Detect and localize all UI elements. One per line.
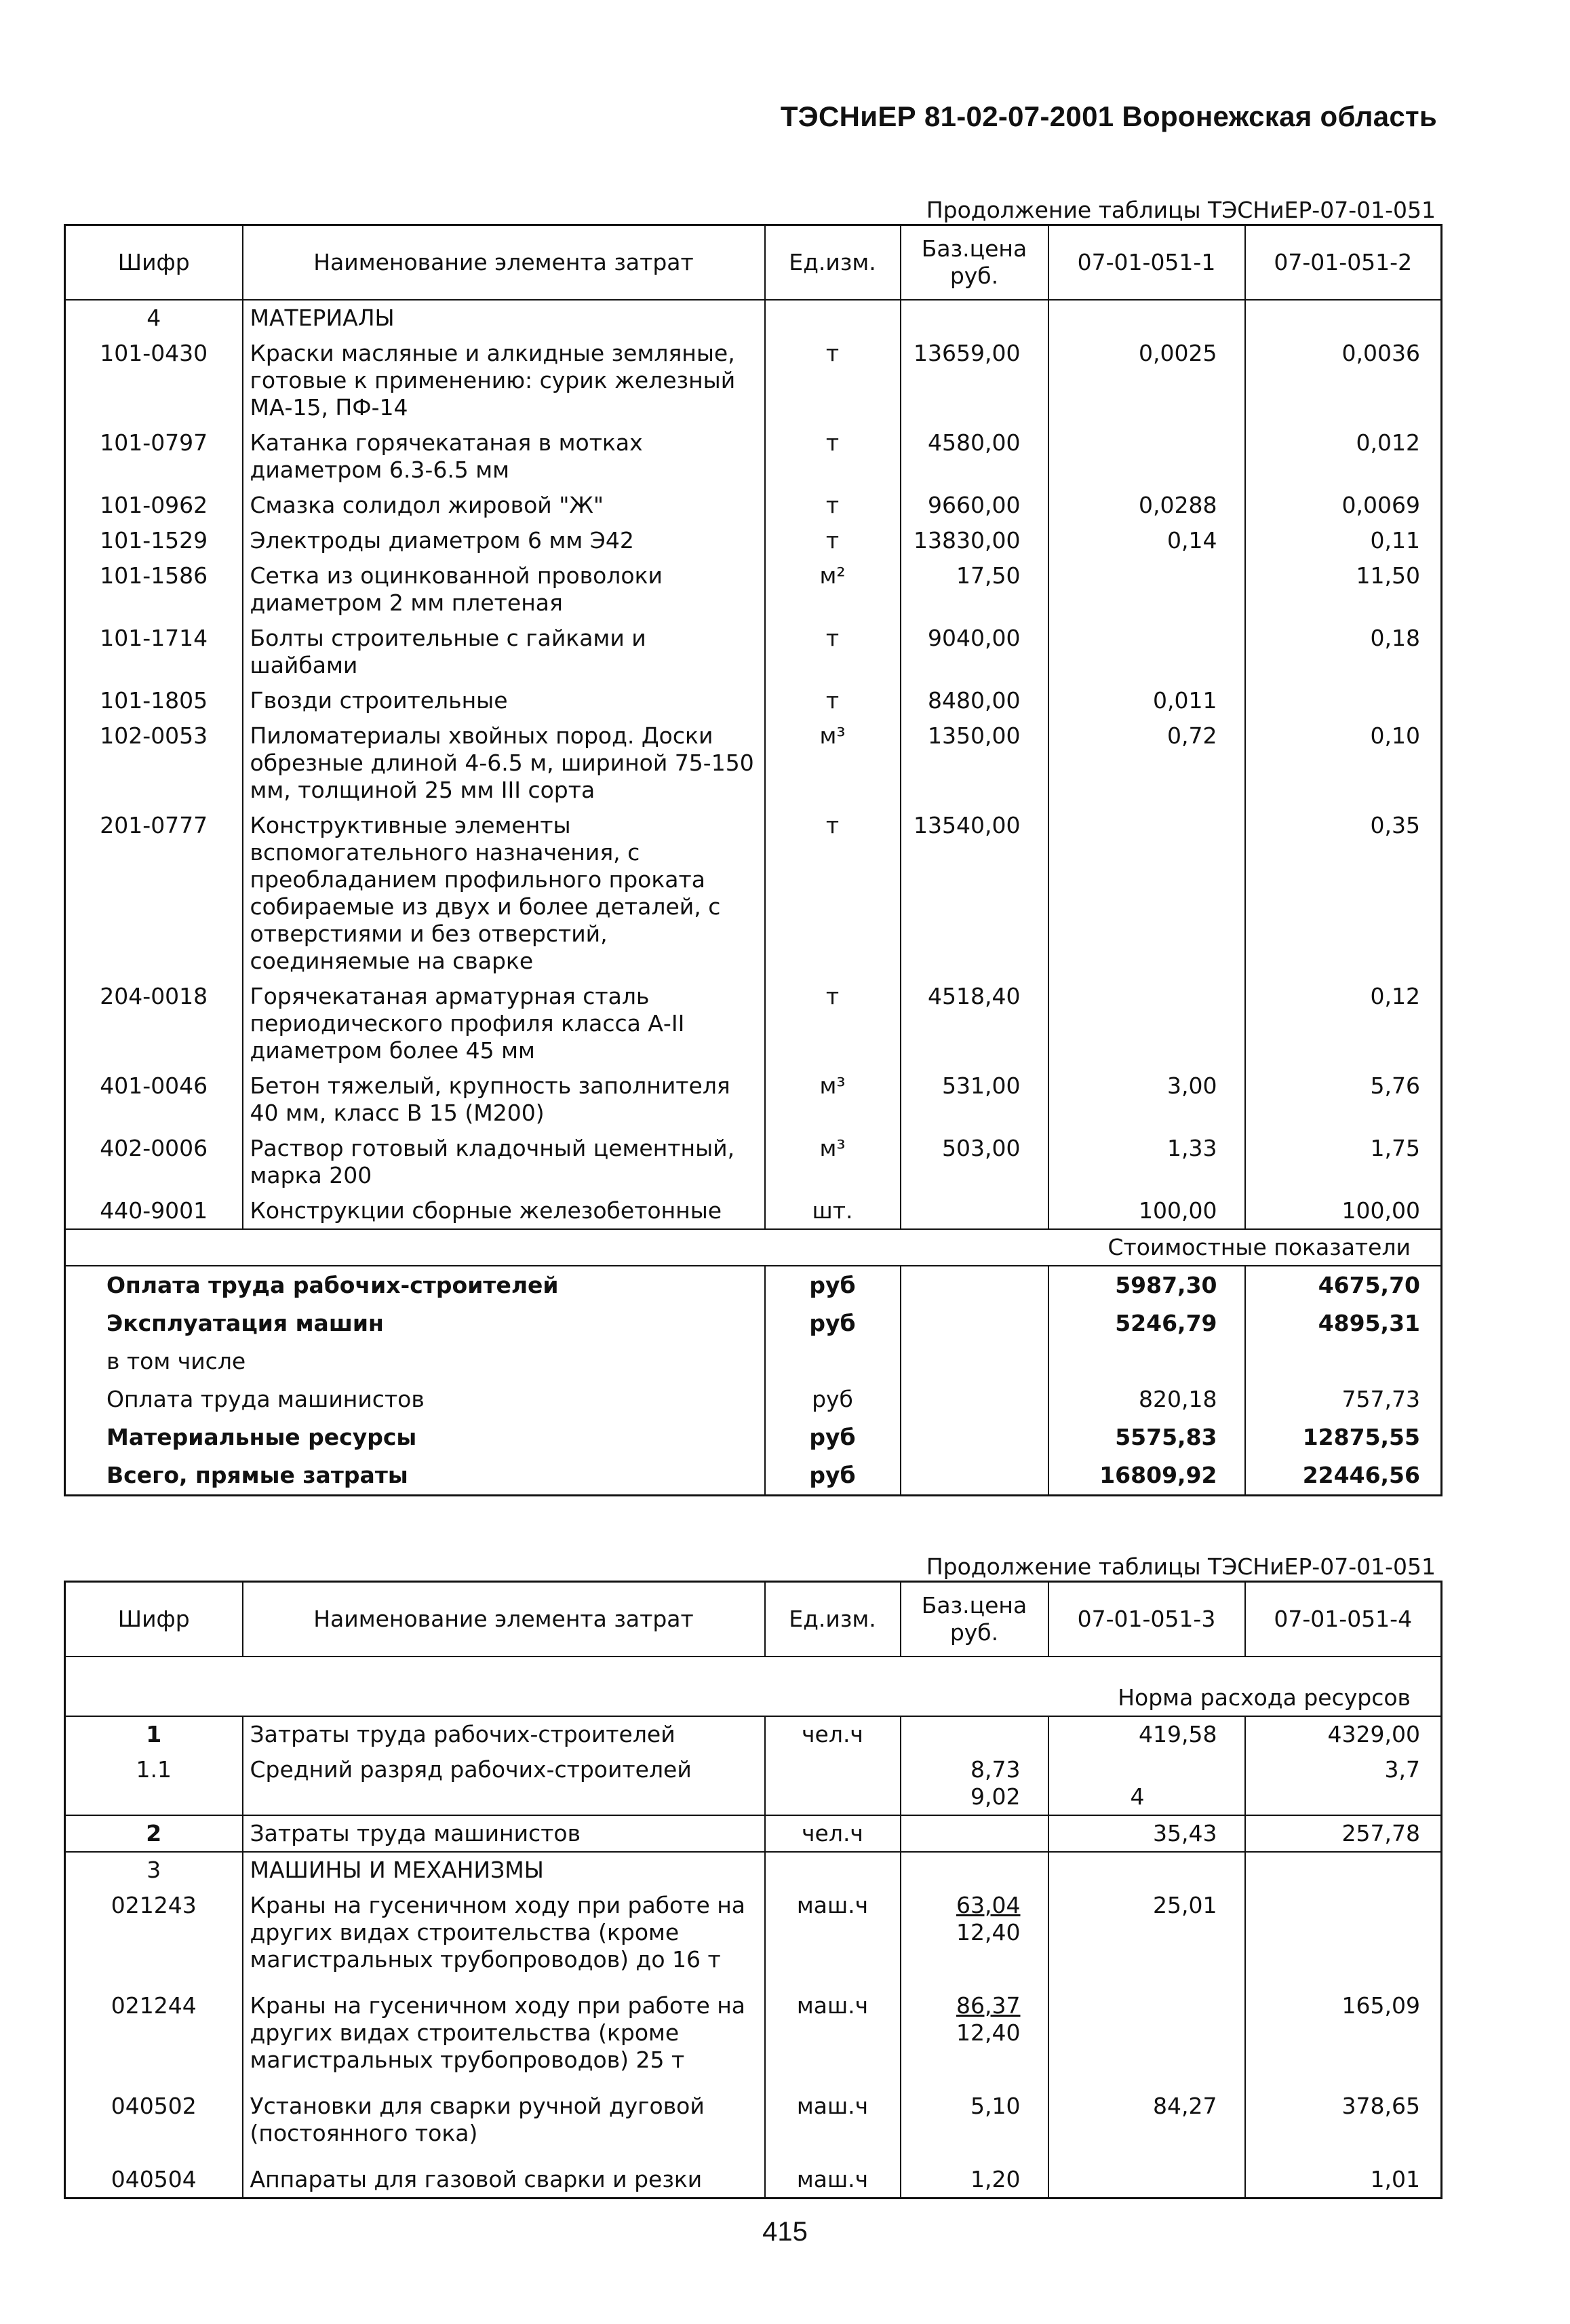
summary-price — [901, 1342, 1048, 1380]
resource-name: Горячекатаная арматурная сталь периодического профиля класса А-II диаметром более 45 мм — [243, 979, 765, 1068]
resource-unit: т — [765, 683, 901, 718]
norm-value-1: 0,72 — [1048, 718, 1245, 808]
machine-unit: маш.ч — [765, 1888, 901, 1988]
summary-value-2: 4675,70 — [1245, 1266, 1442, 1304]
base-price — [901, 2089, 1048, 2162]
base-price: 13659,00 — [901, 336, 1048, 425]
base-price — [901, 1815, 1048, 1852]
empty-cell — [765, 1852, 901, 1888]
base-price: 503,00 — [901, 1131, 1048, 1193]
document-title: ТЭСНиЕР 81-02-07-2001 Воронежская область — [780, 100, 1437, 132]
norm-value-2: 0,18 — [1245, 621, 1442, 683]
page-number: 415 — [762, 2217, 808, 2247]
table-row — [65, 1752, 1442, 1815]
base-price-line-2: 12,40 — [956, 2019, 1021, 2046]
summary-label: Оплата труда машинистов — [65, 1380, 765, 1418]
resource-code: 402-0006 — [65, 1131, 243, 1193]
norm-value-3: 35,43 — [1048, 1815, 1245, 1852]
table-row — [65, 621, 1442, 683]
resource-name: Конструктивные элементы вспомогательного назначения, с преобладанием профильного проката собираемые из двух и более деталей, с отверстиями и без отверстий, соединяемые на сварке — [243, 808, 765, 979]
machine-code: 021243 — [65, 1888, 243, 1988]
resource-unit: м³ — [765, 1068, 901, 1131]
table-row — [65, 1068, 1442, 1131]
empty-cell — [901, 1852, 1048, 1888]
norm-value-4: 1,01 — [1245, 2162, 1442, 2199]
summary-price — [901, 1304, 1048, 1342]
table-row — [65, 1888, 1442, 1988]
machines-table — [64, 1581, 1443, 2199]
base-price: 4580,00 — [901, 425, 1048, 488]
norm-value-1 — [1048, 425, 1245, 488]
table-row — [65, 488, 1442, 523]
summary-row — [65, 1418, 1442, 1456]
summary-unit: руб — [765, 1456, 901, 1496]
table-row — [65, 979, 1442, 1068]
norm-value-2: 100,00 — [1245, 1193, 1442, 1229]
resource-unit: т — [765, 523, 901, 558]
norm-value-2: 5,76 — [1245, 1068, 1442, 1131]
norm-value-1: 0,011 — [1048, 683, 1245, 718]
resource-unit: шт. — [765, 1193, 901, 1229]
base-price — [901, 1193, 1048, 1229]
resource-name: Краски масляные и алкидные земляные, готовые к применению: сурик железный МА-15, ПФ-14 — [243, 336, 765, 425]
norm-value-4: 3,7 — [1245, 1752, 1442, 1815]
section-name: МАТЕРИАЛЫ — [243, 300, 765, 336]
summary-price — [901, 1380, 1048, 1418]
resource-code: 101-0962 — [65, 488, 243, 523]
base-price: 9040,00 — [901, 621, 1048, 683]
table1-continuation-caption: Продолжение таблицы ТЭСНиЕР-07-01-051 — [926, 197, 1436, 223]
resource-name: Раствор готовый кладочный цементный, марка 200 — [243, 1131, 765, 1193]
empty-cell — [1048, 1852, 1245, 1888]
section-code: 3 — [65, 1852, 243, 1888]
resource-code: 201-0777 — [65, 808, 243, 979]
resource-unit: чел.ч — [765, 1716, 901, 1752]
cost-indicators-band — [65, 1229, 1442, 1266]
machine-code: 040502 — [65, 2089, 243, 2162]
col-header-unit: Ед.изм. — [765, 1582, 901, 1657]
base-price-line-2: 12,40 — [956, 1919, 1021, 1945]
norm-value-1 — [1048, 808, 1245, 979]
norm-value-1 — [1048, 558, 1245, 621]
norm-value-1: 0,0025 — [1048, 336, 1245, 425]
norm-value-1: 1,33 — [1048, 1131, 1245, 1193]
resource-name: Средний разряд рабочих-строителей — [243, 1752, 765, 1815]
cost-indicators-label: Стоимостные показатели — [65, 1229, 1442, 1266]
col-header-unit: Ед.изм. — [765, 225, 901, 301]
base-price — [901, 1988, 1048, 2089]
base-price: 8480,00 — [901, 683, 1048, 718]
resource-unit: м² — [765, 558, 901, 621]
summary-row — [65, 1380, 1442, 1418]
summary-label: Всего, прямые затраты — [65, 1456, 765, 1496]
norm-value-2: 1,75 — [1245, 1131, 1442, 1193]
resource-code: 101-1714 — [65, 621, 243, 683]
norm-value-4: 257,78 — [1245, 1815, 1442, 1852]
resource-unit — [765, 1752, 901, 1815]
machine-name: Аппараты для газовой сварки и резки — [243, 2162, 765, 2199]
resource-code: 1 — [65, 1716, 243, 1752]
resource-code: 102-0053 — [65, 718, 243, 808]
summary-unit: руб — [765, 1380, 901, 1418]
resource-name: Затраты труда машинистов — [243, 1815, 765, 1852]
norm-value-1: 0,0288 — [1048, 488, 1245, 523]
col-header-code: Шифр — [65, 1582, 243, 1657]
norm-value-2: 11,50 — [1245, 558, 1442, 621]
resource-name: Болты строительные с гайками и шайбами — [243, 621, 765, 683]
norm-value-3: 419,58 — [1048, 1716, 1245, 1752]
norm-value-1 — [1048, 621, 1245, 683]
base-price — [901, 1752, 1048, 1815]
col-header-norm-4: 07-01-051-4 — [1245, 1582, 1442, 1657]
resource-unit: т — [765, 808, 901, 979]
base-price-line-1: 63,04 — [956, 1892, 1021, 1918]
resource-unit: т — [765, 979, 901, 1068]
resource-code: 101-0797 — [65, 425, 243, 488]
section-row — [65, 300, 1442, 336]
table-row — [65, 1193, 1442, 1229]
machine-unit: маш.ч — [765, 2162, 901, 2199]
summary-label: Материальные ресурсы — [65, 1418, 765, 1456]
resource-name: Сетка из оцинкованной проволоки диаметром 2 мм плетеная — [243, 558, 765, 621]
resource-name: Гвозди строительные — [243, 683, 765, 718]
base-price-line-1: 5,10 — [970, 2093, 1021, 2119]
base-price-line-2: 9,02 — [970, 1783, 1021, 1810]
summary-value-1: 820,18 — [1048, 1380, 1245, 1418]
norm-value-4 — [1245, 1888, 1442, 1988]
base-price: 17,50 — [901, 558, 1048, 621]
base-price-line-1: 1,20 — [970, 2166, 1021, 2192]
summary-value-1: 16809,92 — [1048, 1456, 1245, 1496]
summary-value-2 — [1245, 1342, 1442, 1380]
table2-header-row — [65, 1582, 1442, 1657]
summary-label: Оплата труда рабочих-строителей — [65, 1266, 765, 1304]
summary-row — [65, 1456, 1442, 1496]
summary-row — [65, 1342, 1442, 1380]
resource-unit: т — [765, 425, 901, 488]
norm-value-1: 0,14 — [1048, 523, 1245, 558]
base-price-line-1: 8,73 — [970, 1756, 1021, 1783]
base-price: 531,00 — [901, 1068, 1048, 1131]
resource-code: 101-0430 — [65, 336, 243, 425]
summary-value-1: 5575,83 — [1048, 1418, 1245, 1456]
table-row — [65, 1131, 1442, 1193]
col-header-name: Наименование элемента затрат — [243, 1582, 765, 1657]
base-price: 13830,00 — [901, 523, 1048, 558]
col-header-norm-2: 07-01-051-2 — [1245, 225, 1442, 301]
norm-value-1 — [1048, 979, 1245, 1068]
resource-norm-label: Норма расхода ресурсов — [65, 1657, 1442, 1716]
resource-code: 2 — [65, 1815, 243, 1852]
summary-unit — [765, 1342, 901, 1380]
summary-price — [901, 1266, 1048, 1304]
table-row — [65, 1716, 1442, 1752]
summary-unit: руб — [765, 1266, 901, 1304]
summary-value-2: 12875,55 — [1245, 1418, 1442, 1456]
resource-code: 101-1529 — [65, 523, 243, 558]
table-row — [65, 523, 1442, 558]
table-row — [65, 558, 1442, 621]
norm-value-2: 0,0069 — [1245, 488, 1442, 523]
norm-value-1: 100,00 — [1048, 1193, 1245, 1229]
col-header-name: Наименование элемента затрат — [243, 225, 765, 301]
summary-unit: руб — [765, 1304, 901, 1342]
summary-value-2: 757,73 — [1245, 1380, 1442, 1418]
summary-label: в том числе — [65, 1342, 765, 1380]
base-price — [901, 1716, 1048, 1752]
resource-unit: м³ — [765, 1131, 901, 1193]
norm-value-2: 0,11 — [1245, 523, 1442, 558]
base-price-line-1: 86,37 — [956, 1992, 1021, 2019]
machine-code: 021244 — [65, 1988, 243, 2089]
norm-value-3 — [1048, 2162, 1245, 2199]
table-row — [65, 1815, 1442, 1852]
col-header-norm-1: 07-01-051-1 — [1048, 225, 1245, 301]
norm-value-2: 0,35 — [1245, 808, 1442, 979]
base-price — [901, 1888, 1048, 1988]
materials-table — [64, 224, 1443, 1496]
resource-name: Пиломатериалы хвойных пород. Доски обрезные длиной 4-6.5 м, шириной 75-150 мм, толщиной 25 мм III сорта — [243, 718, 765, 808]
resource-unit: т — [765, 336, 901, 425]
summary-row — [65, 1304, 1442, 1342]
base-price: 1350,00 — [901, 718, 1048, 808]
resource-name: Электроды диаметром 6 мм Э42 — [243, 523, 765, 558]
resource-name: Катанка горячекатаная в мотках диаметром 6.3-6.5 мм — [243, 425, 765, 488]
summary-value-1 — [1048, 1342, 1245, 1380]
norm-value-2: 0,12 — [1245, 979, 1442, 1068]
base-price: 4518,40 — [901, 979, 1048, 1068]
norm-value-2: 0,0036 — [1245, 336, 1442, 425]
norm-value-4: 165,09 — [1245, 1988, 1442, 2089]
col-header-base-price: Баз.цена руб. — [901, 1582, 1048, 1657]
resource-code: 440-9001 — [65, 1193, 243, 1229]
table1-header-row — [65, 225, 1442, 301]
summary-value-2: 22446,56 — [1245, 1456, 1442, 1496]
col-header-code: Шифр — [65, 225, 243, 301]
table-row — [65, 2162, 1442, 2199]
summary-value-1: 5987,30 — [1048, 1266, 1245, 1304]
summary-unit: руб — [765, 1418, 901, 1456]
norm-value-2 — [1245, 683, 1442, 718]
summary-value-1: 5246,79 — [1048, 1304, 1245, 1342]
machine-name: Установки для сварки ручной дуговой (постоянного тока) — [243, 2089, 765, 2162]
base-price — [901, 2162, 1048, 2199]
col-header-norm-3: 07-01-051-3 — [1048, 1582, 1245, 1657]
resource-name: Конструкции сборные железобетонные — [243, 1193, 765, 1229]
section-code: 4 — [65, 300, 243, 336]
table2-continuation-caption: Продолжение таблицы ТЭСНиЕР-07-01-051 — [926, 1553, 1436, 1580]
summary-value-2: 4895,31 — [1245, 1304, 1442, 1342]
norm-value-4: 378,65 — [1245, 2089, 1442, 2162]
resource-unit: м³ — [765, 718, 901, 808]
resource-unit: чел.ч — [765, 1815, 901, 1852]
norm-value-3: 84,27 — [1048, 2089, 1245, 2162]
section-row — [65, 1852, 1442, 1888]
table-row — [65, 425, 1442, 488]
norm-value-3 — [1048, 1988, 1245, 2089]
resource-unit: т — [765, 621, 901, 683]
resource-name: Затраты труда рабочих-строителей — [243, 1716, 765, 1752]
machine-code: 040504 — [65, 2162, 243, 2199]
norm-value-1: 3,00 — [1048, 1068, 1245, 1131]
summary-row — [65, 1266, 1442, 1304]
resource-code: 204-0018 — [65, 979, 243, 1068]
table-row — [65, 336, 1442, 425]
resource-unit: т — [765, 488, 901, 523]
empty-cell — [1245, 1852, 1442, 1888]
base-price: 9660,00 — [901, 488, 1048, 523]
resource-code: 101-1586 — [65, 558, 243, 621]
summary-price — [901, 1456, 1048, 1496]
norm-value-3: 4 — [1048, 1752, 1245, 1815]
table-row — [65, 683, 1442, 718]
resource-code: 401-0046 — [65, 1068, 243, 1131]
col-header-base-price: Баз.цена руб. — [901, 225, 1048, 301]
section-name: МАШИНЫ И МЕХАНИЗМЫ — [243, 1852, 765, 1888]
resource-code: 1.1 — [65, 1752, 243, 1815]
table-row — [65, 2089, 1442, 2162]
resource-code: 101-1805 — [65, 683, 243, 718]
norm-value-2: 0,012 — [1245, 425, 1442, 488]
machine-name: Краны на гусеничном ходу при работе на других видах строительства (кроме магистральных трубопроводов) до 16 т — [243, 1888, 765, 1988]
resource-name: Смазка солидол жировой "Ж" — [243, 488, 765, 523]
table-row — [65, 808, 1442, 979]
machine-unit: маш.ч — [765, 1988, 901, 2089]
norm-value-3: 25,01 — [1048, 1888, 1245, 1988]
summary-label: Эксплуатация машин — [65, 1304, 765, 1342]
summary-price — [901, 1418, 1048, 1456]
table-row — [65, 1988, 1442, 2089]
machine-unit: маш.ч — [765, 2089, 901, 2162]
table-row — [65, 718, 1442, 808]
norm-value-4: 4329,00 — [1245, 1716, 1442, 1752]
machine-name: Краны на гусеничном ходу при работе на других видах строительства (кроме магистральных трубопроводов) 25 т — [243, 1988, 765, 2089]
resource-norm-band — [65, 1657, 1442, 1716]
resource-name: Бетон тяжелый, крупность заполнителя 40 мм, класс В 15 (М200) — [243, 1068, 765, 1131]
norm-value-2: 0,10 — [1245, 718, 1442, 808]
base-price: 13540,00 — [901, 808, 1048, 979]
